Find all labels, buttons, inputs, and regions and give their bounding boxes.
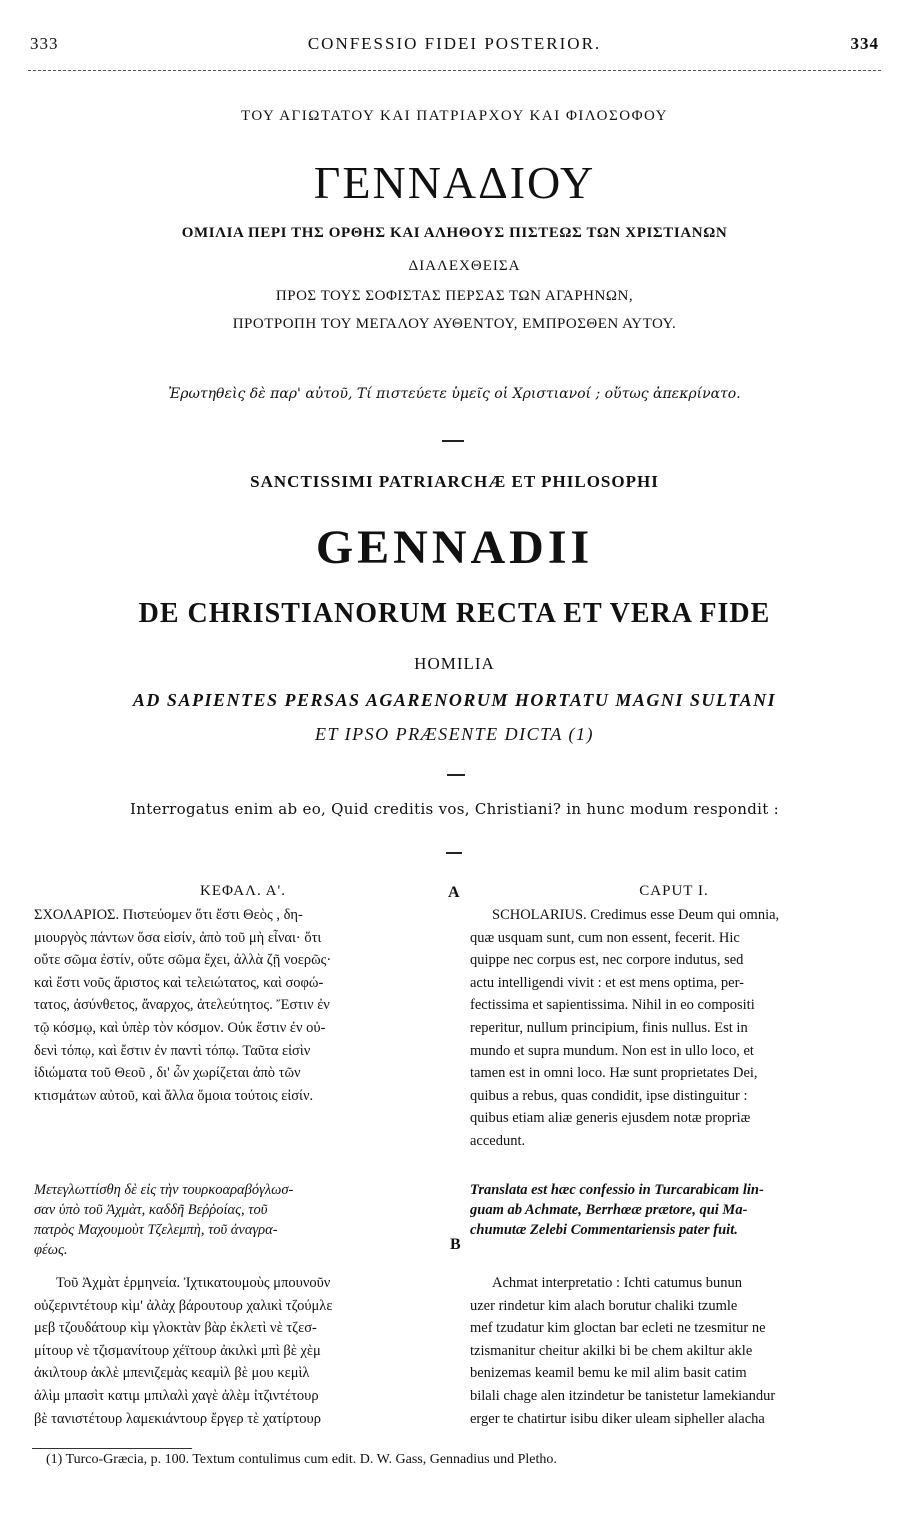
running-head xyxy=(30,34,879,58)
greek-body-line: τατος, ἀσύνθετος, ἄναρχος, ἀτελεύτητος. Ἔστιν ἐν xyxy=(34,997,330,1014)
greek-translation-note xyxy=(34,1180,452,1260)
latin-body-line: quæ usquam sunt, cum non essent, fecerit. Hic xyxy=(470,929,740,946)
greek-interp-line: Τοῦ Ἀχμὰτ ἑρμηνεία. Ἰχτικατουμοὺς μπουνοῦν xyxy=(56,1275,331,1291)
greek-note-line: σαν ὑπὸ τοῦ Ἀχμὰτ, καδδῆ Βεῤῥοίας, τοῦ xyxy=(34,1202,268,1218)
greek-interp-line: βὲ τανιστέτουρ λαμεκιάντουρ ἔργερ τὲ χατίρτουρ xyxy=(34,1410,321,1427)
greek-interp-line: μεβ τζουδάτουρ κὶμ γλοκτὰν βὰρ ἐκλετὶ νὲ τζεσ- xyxy=(34,1320,317,1337)
greek-note-line: φέως. xyxy=(34,1242,68,1258)
section-divider xyxy=(442,440,464,442)
latin-body-line: mundo et supra mundum. Non est in ullo loco, et xyxy=(470,1042,754,1059)
latin-note-line: guam ab Achmate, Berrhœæ prætore, qui Ma- xyxy=(470,1202,748,1218)
greek-body-line: τῷ κόσμῳ, καὶ ὑπὲρ τὸν κόσμον. Οὐκ ἔστιν ἐν οὐ- xyxy=(34,1019,326,1036)
greek-chapter-heading: ΚΕΦΑΛ. Α'. xyxy=(200,883,286,899)
section-divider xyxy=(446,852,462,854)
latin-interp-line: benizemas keamil bemu ke mil alim basit catim xyxy=(470,1365,747,1382)
footnote-rule xyxy=(32,1448,192,1449)
latin-interp-line: tzismanitur cheitur akilki bi be chem akiltur akle xyxy=(470,1342,753,1359)
latin-body-line: tamen est in omni loco. Hæ sunt proprietates Dei, xyxy=(470,1065,758,1082)
latin-interp-line: mef tzudatur kim gloctan bar ecleti ne tzesmitur ne xyxy=(470,1320,766,1337)
greek-question: Ἐρωτηθεὶς δὲ παρ' αὐτοῦ, Τί πιστεύετε ὑμεῖς οἱ Χριστιανοί ; οὕτως ἀπεκρίνατο. xyxy=(168,386,741,402)
footnote: (1) Turco-Græcia, p. 100. Textum contulimus cum edit. D. W. Gass, Gennadius und Pletho. xyxy=(46,1452,557,1467)
latin-body-line: quibus etiam aliæ generis ejusdem notæ propriæ xyxy=(470,1110,751,1127)
latin-homilia: HOMILIA xyxy=(414,654,495,673)
latin-title-line: SANCTISSIMI PATRIARCHÆ ET PHILOSOPHI xyxy=(250,472,659,491)
latin-translation-note xyxy=(470,1180,878,1240)
greek-body-line: ΣΧΟΛΑΡΙΟΣ. Πιστεύομεν ὅτι ἔστι Θεὸς , δη- xyxy=(34,907,303,923)
greek-body-line: δενὶ τόπῳ, καὶ ἔστιν ἐν παντὶ τόπῳ. Ταῦτα εἰσὶν xyxy=(34,1042,311,1059)
greek-interp-line: οὐζεριντέτουρ κὶμ' ἀλὰχ βάρουτουρ χαλικὶ τζούμλε xyxy=(34,1297,333,1314)
latin-body-line: SCHOLARIUS. Credimus esse Deum qui omnia, xyxy=(492,907,780,923)
latin-column xyxy=(470,880,878,1440)
running-title: CONFESSIO FIDEI POSTERIOR. xyxy=(307,34,602,53)
latin-body-line: quippe nec corpus est, nec corpore indutus, sed xyxy=(470,952,744,969)
latin-interpretation xyxy=(470,1272,878,1430)
latin-question: Interrogatus enim ab eo, Quid creditis vos, Christiani? in hunc modum respondit : xyxy=(130,800,779,818)
margin-letter-a: A xyxy=(448,884,460,901)
latin-note-line: Translata est hæc confessio in Turcarabicam lin- xyxy=(470,1182,764,1198)
latin-subtitle-line: ET IPSO PRÆSENTE DICTA (1) xyxy=(314,724,594,744)
latin-interp-line: bilali chage alen itzindetur be tanistetur lamekiandur xyxy=(470,1387,776,1404)
latin-chapter-heading: CAPUT I. xyxy=(639,883,709,899)
latin-body-line: accedunt. xyxy=(470,1132,526,1149)
page-number-left: 333 xyxy=(30,34,59,53)
greek-author-name: ΓΕΝΝΑΔΙΟΥ xyxy=(313,157,596,208)
greek-body-line: οὔτε σῶμα ἐστίν, οὔτε σῶμα ἔχει, ἀλλὰ ζῇ νοερῶς· xyxy=(34,952,332,969)
greek-body-line: καὶ ἔστι νοῦς ἄριστος καὶ τελειώτατος, καὶ σοφώ- xyxy=(34,974,324,991)
latin-note-line: chumutæ Zelebi Commentariensis pater fuit. xyxy=(470,1222,738,1238)
latin-author-name: GENNADII xyxy=(315,521,594,574)
latin-body-line: reperitur, nullum principium, finis nullus. Est in xyxy=(470,1019,748,1036)
latin-body-line: quibus a rebus, quas condidit, ipse distinguitur : xyxy=(470,1087,748,1104)
greek-note-line: Μετεγλωττίσθη δὲ εἰς τὴν τουρκοαραβόγλωσ- xyxy=(34,1182,294,1198)
margin-letter-b: B xyxy=(450,1236,461,1253)
latin-subtitle-line: AD SAPIENTES PERSAS AGARENORUM HORTATU MAGNI SULTANI xyxy=(132,690,777,710)
latin-body xyxy=(470,904,878,1153)
page-number-right: 334 xyxy=(850,34,879,53)
greek-body xyxy=(34,904,452,1107)
greek-interp-line: ἀκιλτουρ ἀκλὲ μπενιζεμὰς κεαμὶλ βὲ μου κεμὶλ xyxy=(34,1365,310,1382)
greek-subtitle-line: ΠΡΟΣ ΤΟΥΣ ΣΟΦΙΣΤΑΣ ΠΕΡΣΑΣ ΤΩΝ ΑΓΑΡΗΝΩΝ, xyxy=(275,288,634,304)
greek-interpretation xyxy=(34,1272,452,1430)
section-divider xyxy=(447,774,465,776)
latin-interp-line: uzer rindetur kim alach borutur chaliki tzumle xyxy=(470,1297,738,1314)
greek-subtitle-line: ΔΙΑΛΕΧΘΕΙΣΑ xyxy=(408,258,521,274)
greek-body-line: κτισμάτων αὐτοῦ, καὶ ἄλλα ὅμοια τούτοις εἰσίν. xyxy=(34,1087,314,1104)
latin-body-line: fectissima et sapientissima. Nihil in eo compositi xyxy=(470,997,755,1014)
latin-interp-line: erger te chatirtur isibu diker uleam sipheller alacha xyxy=(470,1410,765,1427)
greek-subtitle-line: ΟΜΙΛΙΑ ΠΕΡΙ ΤΗΣ ΟΡΘΗΣ ΚΑΙ ΑΛΗΘΟΥΣ ΠΙΣΤΕΩΣ ΤΩΝ ΧΡΙΣΤΙΑΝΩΝ xyxy=(181,225,728,241)
latin-subtitle: DE CHRISTIANORUM RECTA ET VERA FIDE xyxy=(138,598,771,629)
latin-interp-line: Achmat interpretatio : Ichti catumus bunun xyxy=(492,1275,743,1291)
header-rule xyxy=(28,70,881,71)
greek-interp-line: μίτουρ νὲ τζισμανίτουρ χέϊτουρ ἀκιλκὶ μπὶ βὲ χὲμ xyxy=(34,1342,321,1359)
greek-interp-line: ἀλὶμ μπασὶτ κατιμ μπιλαλὶ χαγὲ ἀλὲμ ἰτζιντέτουρ xyxy=(34,1387,319,1404)
greek-body-line: ἰδιώματα τοῦ Θεοῦ , δι' ὧν χωρίζεται ἀπὸ τῶν xyxy=(34,1065,301,1082)
greek-title-line: ΤΟΥ ΑΓΙΩΤΑΤΟΥ ΚΑΙ ΠΑΤΡΙΑΡΧΟΥ ΚΑΙ ΦΙΛΟΣΟΦΟΥ xyxy=(241,108,668,124)
greek-subtitle-line: ΠΡΟΤΡΟΠΗ ΤΟΥ ΜΕΓΑΛΟΥ ΑΥΘΕΝΤΟΥ, ΕΜΠΡΟΣΘΕΝ ΑΥΤΟΥ. xyxy=(232,316,677,332)
latin-body-line: actu intelligendi vivit : et est mens optima, per- xyxy=(470,974,744,991)
greek-note-line: πατρὸς Μαχουμοὺτ Τζελεμπὴ, τοῦ ἀναγρα- xyxy=(34,1222,278,1238)
greek-column xyxy=(34,880,452,1440)
greek-body-line: μιουργὸς πάντων ὅσα εἰσίν, ἀπὸ τοῦ μὴ εἶναι· ὅτι xyxy=(34,929,322,946)
